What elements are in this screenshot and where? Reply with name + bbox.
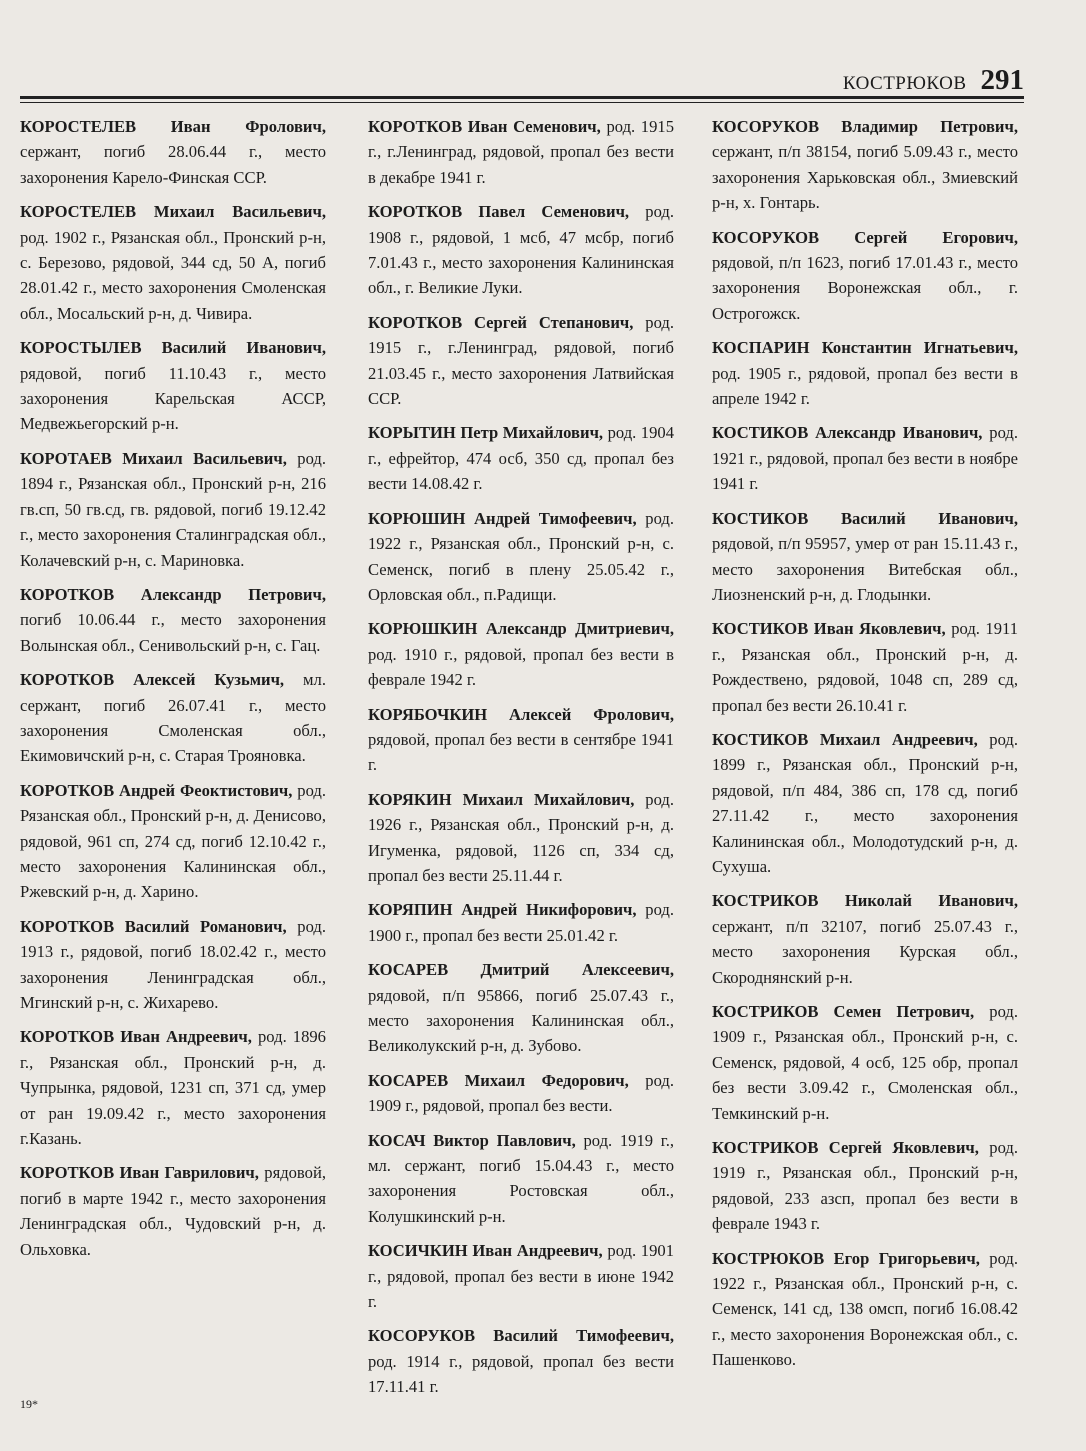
entry-text: род. 1913 г., рядовой, погиб 18.02.42 г., место захоронения Ленинградская обл., Мгинский р-н, с. Жихарево.	[20, 916, 326, 1012]
entry	[20, 914, 326, 1016]
entry-text: род. 1919 г., Рязанская обл., Пронский р-н, рядовой, 233 азсп, пропал без вести в феврале 1943 г.	[712, 1138, 1018, 1234]
entry	[368, 1068, 674, 1119]
entry	[712, 506, 1018, 608]
entry	[368, 420, 674, 496]
entry-text: род. 1894 г., Рязанская обл., Пронский р-н, 216 гв.сп, 50 гв.сд, гв. рядовой, погиб 19.12.42 г., место захоронения Сталинградская обл., Колачевский р-н, с. Мариновка.	[20, 448, 327, 570]
entry-name: КОРЮШКИН Александр Дмитриевич,	[368, 619, 674, 639]
entry-name: КОРЯКИН Михаил Михайлович,	[368, 789, 635, 809]
entry	[368, 1128, 674, 1230]
entry-name: КОРОСТЕЛЕВ Михаил Васильевич,	[20, 202, 326, 222]
entry	[368, 702, 674, 778]
entry-name: КОРОТКОВ Иван Семенович,	[368, 117, 601, 136]
entry-name: КОСТРИКОВ Сергей Яковлевич,	[712, 1138, 979, 1158]
entry	[368, 114, 674, 190]
entry	[20, 199, 326, 326]
entry-name: КОРЮШИН Андрей Тимофеевич,	[368, 508, 637, 528]
entry-name: КОСИЧКИН Иван Андреевич,	[368, 1241, 603, 1261]
header-rule-thick	[20, 96, 1024, 99]
entry-text: рядовой, п/п 95866, погиб 25.07.43 г., место захоронения Калининская обл., Великолукский р-н, д. Зубово.	[368, 985, 674, 1056]
entry-name: КОСОРУКОВ Василий Тимофеевич,	[368, 1326, 674, 1346]
entry-name: КОРЫТИН Петр Михайлович,	[368, 423, 604, 443]
entry-name: КОРОТКОВ Алексей Кузьмич,	[20, 670, 285, 690]
entry-name: КОРЯПИН Андрей Никифорович,	[368, 900, 637, 920]
entry	[20, 114, 326, 190]
entry-name: КОРОТКОВ Сергей Степанович,	[368, 312, 634, 332]
entry-text: рядовой, п/п 1623, погиб 17.01.43 г., место захоронения Воронежская обл., г. Острогожск.	[712, 253, 1018, 323]
entry-text: род. 1922 г., Рязанская обл., Пронский р-н, с. Семенск, погиб в плену 25.05.42 г., Орловская обл., п.Радищи.	[368, 508, 675, 604]
entry-name: КОСТИКОВ Иван Яковлевич,	[712, 619, 946, 639]
column-2	[368, 114, 674, 1409]
entry-name: КОСТРИКОВ Семен Петрович,	[712, 1002, 975, 1021]
entry	[20, 1024, 326, 1151]
entry	[368, 506, 674, 608]
entry-text: род. 1911 г., Рязанская обл., Пронский р-н, д. Рождествено, рядовой, 1048 сп, 289 сд, пропал без вести 26.10.41 г.	[712, 619, 1018, 715]
entry-text: род. 1909 г., рядовой, пропал без вести.	[368, 1070, 675, 1116]
entry-text: род. 1921 г., рядовой, пропал без вести в ноябре 1941 г.	[712, 423, 1018, 494]
entry-name: КОСПАРИН Константин Игнатьевич,	[712, 338, 1018, 358]
entry	[368, 1238, 674, 1314]
entry-name: КОСАРЕВ Дмитрий Алексеевич,	[368, 960, 674, 980]
running-head-name: КОСТРЮКОВ	[842, 73, 967, 94]
header-rule-thin	[20, 102, 1024, 103]
entry-name: КОСТРЮКОВ Егор Григорьевич,	[712, 1248, 980, 1268]
entry-text: род. 1905 г., рядовой, пропал без вести в апреле 1942 г.	[712, 363, 1018, 409]
entry	[712, 1246, 1018, 1373]
entry-name: КОСАЧ Виктор Павлович,	[368, 1130, 576, 1150]
entry	[368, 310, 674, 412]
entry-text: сержант, погиб 28.06.44 г., место захоронения Карело-Финская ССР.	[20, 142, 326, 187]
entry-name: КОРОСТЫЛЕВ Василий Иванович,	[20, 338, 326, 358]
running-head	[843, 64, 1024, 97]
entry-text: род. 1908 г., рядовой, 1 мсб, 47 мсбр, погиб 7.01.43 г., место захоронения Калининская обл., г. Великие Луки.	[368, 202, 674, 298]
entry-text: сержант, п/п 32107, погиб 25.07.43 г., место захоронения Курская обл., Скороднянский р-н.	[712, 916, 1018, 987]
entry-text: род. 1926 г., Рязанская обл., Пронский р-н, д. Игуменка, рядовой, 1126 сп, 334 сд, пропал без вести 25.11.44 г.	[368, 789, 675, 885]
entry-text: род. 1899 г., Рязанская обл., Пронский р-н, рядовой, п/п 484, 386 сп, 178 сд, погиб 27.11.42 г., место захоронения Калининская обл., Молодотудский р-н, д. Сухуша.	[712, 729, 1018, 876]
entry	[20, 1160, 326, 1262]
entry-text: рядовой, погиб в марте 1942 г., место захоронения Ленинградская обл., Чудовский р-н, д. Ольховка.	[20, 1163, 326, 1259]
column-1	[20, 114, 326, 1271]
entry-text: род. 1900 г., пропал без вести 25.01.42 г.	[368, 900, 674, 945]
entry-text: род. 1922 г., Рязанская обл., Пронский р-н, с. Семенск, 141 сд, 138 омсп, погиб 16.08.42 г., место захоронения Воронежская обл., с. Пашенково.	[712, 1248, 1019, 1370]
entry	[712, 616, 1018, 718]
entry-name: КОСТРИКОВ Николай Иванович,	[712, 891, 1018, 911]
entry-name: КОРОТКОВ Александр Петрович,	[20, 584, 326, 604]
entry	[712, 727, 1018, 879]
entry-name: КОРОТАЕВ Михаил Васильевич,	[20, 448, 287, 468]
entry-name: КОРОТКОВ Иван Андреевич,	[20, 1027, 252, 1047]
entry-name: КОРОТКОВ Василий Романович,	[20, 916, 287, 936]
entry	[712, 1135, 1018, 1237]
entry	[712, 225, 1018, 327]
signature-mark: 19*	[20, 1397, 38, 1411]
entry	[368, 616, 674, 692]
entry-text: род. 1901 г., рядовой, пропал без вести в июне 1942 г.	[368, 1241, 674, 1312]
entry-text: род. Рязанская обл., Пронский р-н, д. Денисово, рядовой, 961 сп, 274 сд, погиб 12.10.42 г., место захоронения Калининская обл., Ржевский р-н, д. Харино.	[20, 780, 327, 902]
entry-name: КОСАРЕВ Михаил Федорович,	[368, 1070, 629, 1090]
entry-text: рядовой, п/п 95957, умер от ран 15.11.43 г., место захоронения Витебская обл., Лиозненский р-н, д. Глодынки.	[712, 534, 1018, 604]
entry	[712, 888, 1018, 990]
entry-text: род. 1915 г., г.Ленинград, рядовой, пропал без вести в декабре 1941 г.	[368, 117, 674, 187]
entry-name: КОСОРУКОВ Сергей Егорович,	[712, 227, 1018, 247]
entry-name: КОРОТКОВ Павел Семенович,	[368, 202, 630, 222]
entry-text: род. 1919 г., мл. сержант, погиб 15.04.43 г., место захоронения Ростовская обл., Колушкинский р-н.	[368, 1130, 675, 1226]
page-number: 291	[980, 64, 1024, 96]
entry-text: род. 1915 г., г.Ленинград, рядовой, погиб 21.03.45 г., место захоронения Латвийская ССР.	[368, 312, 674, 409]
entry-text: род. 1904 г., ефрейтор, 474 осб, 350 сд, пропал без вести 14.08.42 г.	[368, 423, 674, 494]
entry	[20, 446, 326, 573]
entry-name: КОСТИКОВ Василий Иванович,	[712, 508, 1018, 528]
entry-text: род. 1909 г., Рязанская обл., Пронский р-н, с. Семенск, рядовой, 4 осб, 125 обр, пропал без вести 3.09.42 г., Смоленская обл., Темкинский р-н.	[712, 1002, 1019, 1123]
entry-name: КОРОТКОВ Иван Гаврилович,	[20, 1163, 259, 1183]
entry	[20, 667, 326, 769]
entry	[368, 199, 674, 301]
entry	[368, 957, 674, 1059]
entry-text: мл. сержант, погиб 26.07.41 г., место захоронения Смоленская обл., Екимовичский р-н, с. Старая Трояновка.	[20, 670, 326, 766]
entry-name: КОСТИКОВ Михаил Андреевич,	[712, 729, 978, 749]
entry-text: род. 1896 г., Рязанская обл., Пронский р-н, д. Чупрынка, рядовой, 1231 сп, 371 сд, умер от ран 19.09.42 г., место захоронения г.Казань.	[20, 1027, 326, 1149]
entry-text: погиб 10.06.44 г., место захоронения Волынская обл., Сенивольский р-н, с. Гац.	[20, 610, 326, 655]
column-3	[712, 114, 1018, 1382]
entry-text: род. 1910 г., рядовой, пропал без вести в феврале 1942 г.	[368, 644, 674, 690]
entry-name: КОРЯБОЧКИН Алексей Фролович,	[368, 704, 674, 724]
entry	[368, 1323, 674, 1399]
entry-text: рядовой, погиб 11.10.43 г., место захоронения Карельская АССР, Медвежьегорский р-н.	[20, 363, 326, 434]
entry	[20, 778, 326, 905]
entry-name: КОРОТКОВ Андрей Феоктистович,	[20, 780, 293, 800]
entry-text: рядовой, пропал без вести в сентябре 1941 г.	[368, 729, 674, 775]
entry	[368, 787, 674, 889]
entry	[712, 999, 1018, 1126]
entry-text: род. 1902 г., Рязанская обл., Пронский р-н, с. Березово, рядовой, 344 сд, 50 А, погиб 28.01.42 г., место захоронения Смоленская обл., Мосальский р-н, д. Чивира.	[20, 227, 326, 323]
entry-name: КОРОСТЕЛЕВ Иван Фролович,	[20, 117, 326, 136]
entry	[712, 114, 1018, 216]
entry	[20, 335, 326, 437]
entry-text: сержант, п/п 38154, погиб 5.09.43 г., место захоронения Харьковская обл., Змиевский р-н, х. Гонтарь.	[712, 142, 1018, 213]
entry-name: КОСТИКОВ Александр Иванович,	[712, 423, 983, 443]
entry-text: род. 1914 г., рядовой, пропал без вести 17.11.41 г.	[368, 1351, 674, 1397]
entry	[20, 582, 326, 658]
entry	[712, 335, 1018, 411]
entry-name: КОСОРУКОВ Владимир Петрович,	[712, 117, 1018, 136]
entry	[368, 897, 674, 948]
entry	[712, 420, 1018, 496]
